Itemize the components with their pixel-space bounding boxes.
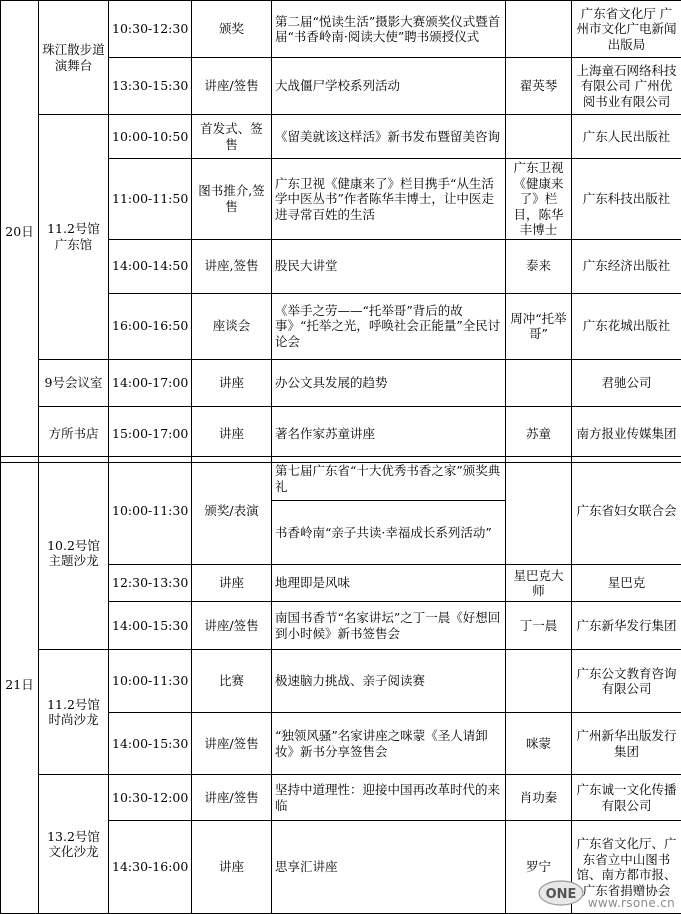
venue-cell: 13.2号馆文化沙龙: [39, 775, 109, 914]
time-cell: 13:30-15:30: [109, 58, 192, 115]
time-cell: 14:00-15:30: [109, 602, 192, 650]
venue-cell: 11.2号馆时尚沙龙: [39, 650, 109, 775]
content-cell: 广东卫视《健康来了》栏目携手“从生活学中医丛书”作者陈华丰博士，让中医走进寻常百姓的生活: [272, 159, 506, 240]
type-cell: 座谈会: [192, 293, 272, 359]
guest-cell: 咪蒙: [506, 713, 572, 775]
org-cell: 广东科技出版社: [572, 159, 681, 240]
org-cell: 上海童石网络科技有限公司 广州优阅书业有限公司: [572, 58, 681, 115]
time-cell: 14:00-14:50: [109, 239, 192, 293]
guest-cell: 星巴克大师: [506, 565, 572, 602]
type-cell: 首发式、签售: [192, 115, 272, 159]
content-cell: 南国书香节“名家讲坛”之丁一晨《好想回到小时候》新书签售会: [272, 602, 506, 650]
org-cell: 星巴克: [572, 565, 681, 602]
watermark-logo-text: ONE: [546, 887, 577, 902]
table-row: [1, 650, 681, 713]
time-cell: 16:00-16:50: [109, 293, 192, 359]
content-cell: “独领风骚”名家讲座之咪蒙《圣人请卸妆》新书分享签售会: [272, 713, 506, 775]
content-cell: 第二届“悦读生活”摄影大赛颁奖仪式暨首届“书香岭南·阅读大使”聘书颁授仪式: [272, 1, 506, 58]
org-cell: 广东省妇女联合会: [572, 457, 681, 565]
type-cell: 讲座/签售: [192, 713, 272, 775]
guest-cell: [506, 115, 572, 159]
time-cell: 12:30-13:30: [109, 565, 192, 602]
org-cell: 广东经济出版社: [572, 239, 681, 293]
table-row: [1, 406, 681, 462]
content-cell: 大战僵尸学校系列活动: [272, 58, 506, 115]
time-cell: 10:00-10:50: [109, 115, 192, 159]
time-cell: 14:30-16:00: [109, 821, 192, 914]
org-cell: 南方报业传媒集团: [572, 406, 681, 462]
type-cell: 讲座/签售: [192, 58, 272, 115]
content-cell: 著名作家苏童讲座: [272, 406, 506, 462]
type-cell: 讲座: [192, 821, 272, 914]
org-cell: 广东诚一文化传播有限公司: [572, 775, 681, 821]
content-cell: 《留美就该这样活》新书发布暨留美咨询: [272, 115, 506, 159]
table-row: [1, 359, 681, 406]
time-cell: 11:00-11:50: [109, 159, 192, 240]
time-cell: 10:00-11:30: [109, 650, 192, 713]
org-cell: 君驰公司: [572, 359, 681, 406]
guest-cell: 罗宁: [506, 821, 572, 914]
guest-cell: 翟英琴: [506, 58, 572, 115]
org-cell: 广东公文教育咨询有限公司: [572, 650, 681, 713]
time-cell: 10:30-12:30: [109, 1, 192, 58]
org-cell: 广东省文化厅、广东省立中山图书馆、南方都市报、广东省捐赠协会: [572, 821, 681, 914]
table-row: [1, 457, 681, 501]
schedule-table-day21: [0, 456, 681, 914]
content-cell: 第七届广东省“十大优秀书香之家”颁奖典礼: [272, 457, 506, 501]
type-cell: 讲座: [192, 359, 272, 406]
type-cell: 讲座: [192, 565, 272, 602]
time-cell: 14:00-15:30: [109, 713, 192, 775]
type-cell: 讲座: [192, 406, 272, 462]
type-cell: 讲座/签售: [192, 602, 272, 650]
time-cell: 14:00-17:00: [109, 359, 192, 406]
type-cell: 颁奖: [192, 1, 272, 58]
guest-cell: 广东卫视《健康来了》栏目，陈华丰博士: [506, 159, 572, 240]
content-cell: 思享汇讲座: [272, 821, 506, 914]
type-cell: 颁奖/表演: [192, 457, 272, 565]
time-cell: 10:30-12:00: [109, 775, 192, 821]
content-cell: 股民大讲堂: [272, 239, 506, 293]
table-row: [1, 115, 681, 159]
content-cell: 地理即是风味: [272, 565, 506, 602]
type-cell: 比赛: [192, 650, 272, 713]
guest-cell: [506, 1, 572, 58]
day-cell: 21日: [1, 457, 39, 914]
org-cell: 广东人民出版社: [572, 115, 681, 159]
time-cell: 15:00-17:00: [109, 406, 192, 462]
guest-cell: 周冲“托举哥”: [506, 293, 572, 359]
content-cell: 极速脑力挑战、亲子阅读赛: [272, 650, 506, 713]
watermark-text: www.rsone.cn: [588, 896, 675, 910]
type-cell: 讲座/签售: [192, 775, 272, 821]
org-cell: 广东花城出版社: [572, 293, 681, 359]
content-cell: 办公文具发展的趋势: [272, 359, 506, 406]
table-row: [1, 1, 681, 58]
type-cell: 讲座,签售: [192, 239, 272, 293]
venue-cell: 11.2号馆广东馆: [39, 115, 109, 360]
guest-cell: [506, 650, 572, 713]
guest-cell: 泰来: [506, 239, 572, 293]
table-row: [1, 775, 681, 821]
content-cell: 坚持中道理性：迎接中国再改革时代的来临: [272, 775, 506, 821]
org-cell: 广东省文化厅 广州市文化广电新闻出版局: [572, 1, 681, 58]
content-cell: 《举手之劳——“托举哥”背后的故事》“托举之光，呼唤社会正能量”全民讨论会: [272, 293, 506, 359]
venue-cell: 方所书店: [39, 406, 109, 462]
guest-cell: [506, 359, 572, 406]
content-cell: 书香岭南“亲子共读·幸福成长系列活动”: [272, 501, 506, 565]
day-cell: 20日: [1, 1, 39, 463]
guest-cell: [506, 457, 572, 565]
guest-cell: 丁一晨: [506, 602, 572, 650]
venue-cell: 10.2号馆主题沙龙: [39, 457, 109, 650]
venue-cell: 9号会议室: [39, 359, 109, 406]
time-cell: 10:00-11:30: [109, 457, 192, 565]
venue-cell: 珠江散步道演舞台: [39, 1, 109, 115]
guest-cell: 苏童: [506, 406, 572, 462]
type-cell: 图书推介,签售: [192, 159, 272, 240]
org-cell: 广州新华出版发行集团: [572, 713, 681, 775]
org-cell: 广东新华发行集团: [572, 602, 681, 650]
guest-cell: 肖功秦: [506, 775, 572, 821]
